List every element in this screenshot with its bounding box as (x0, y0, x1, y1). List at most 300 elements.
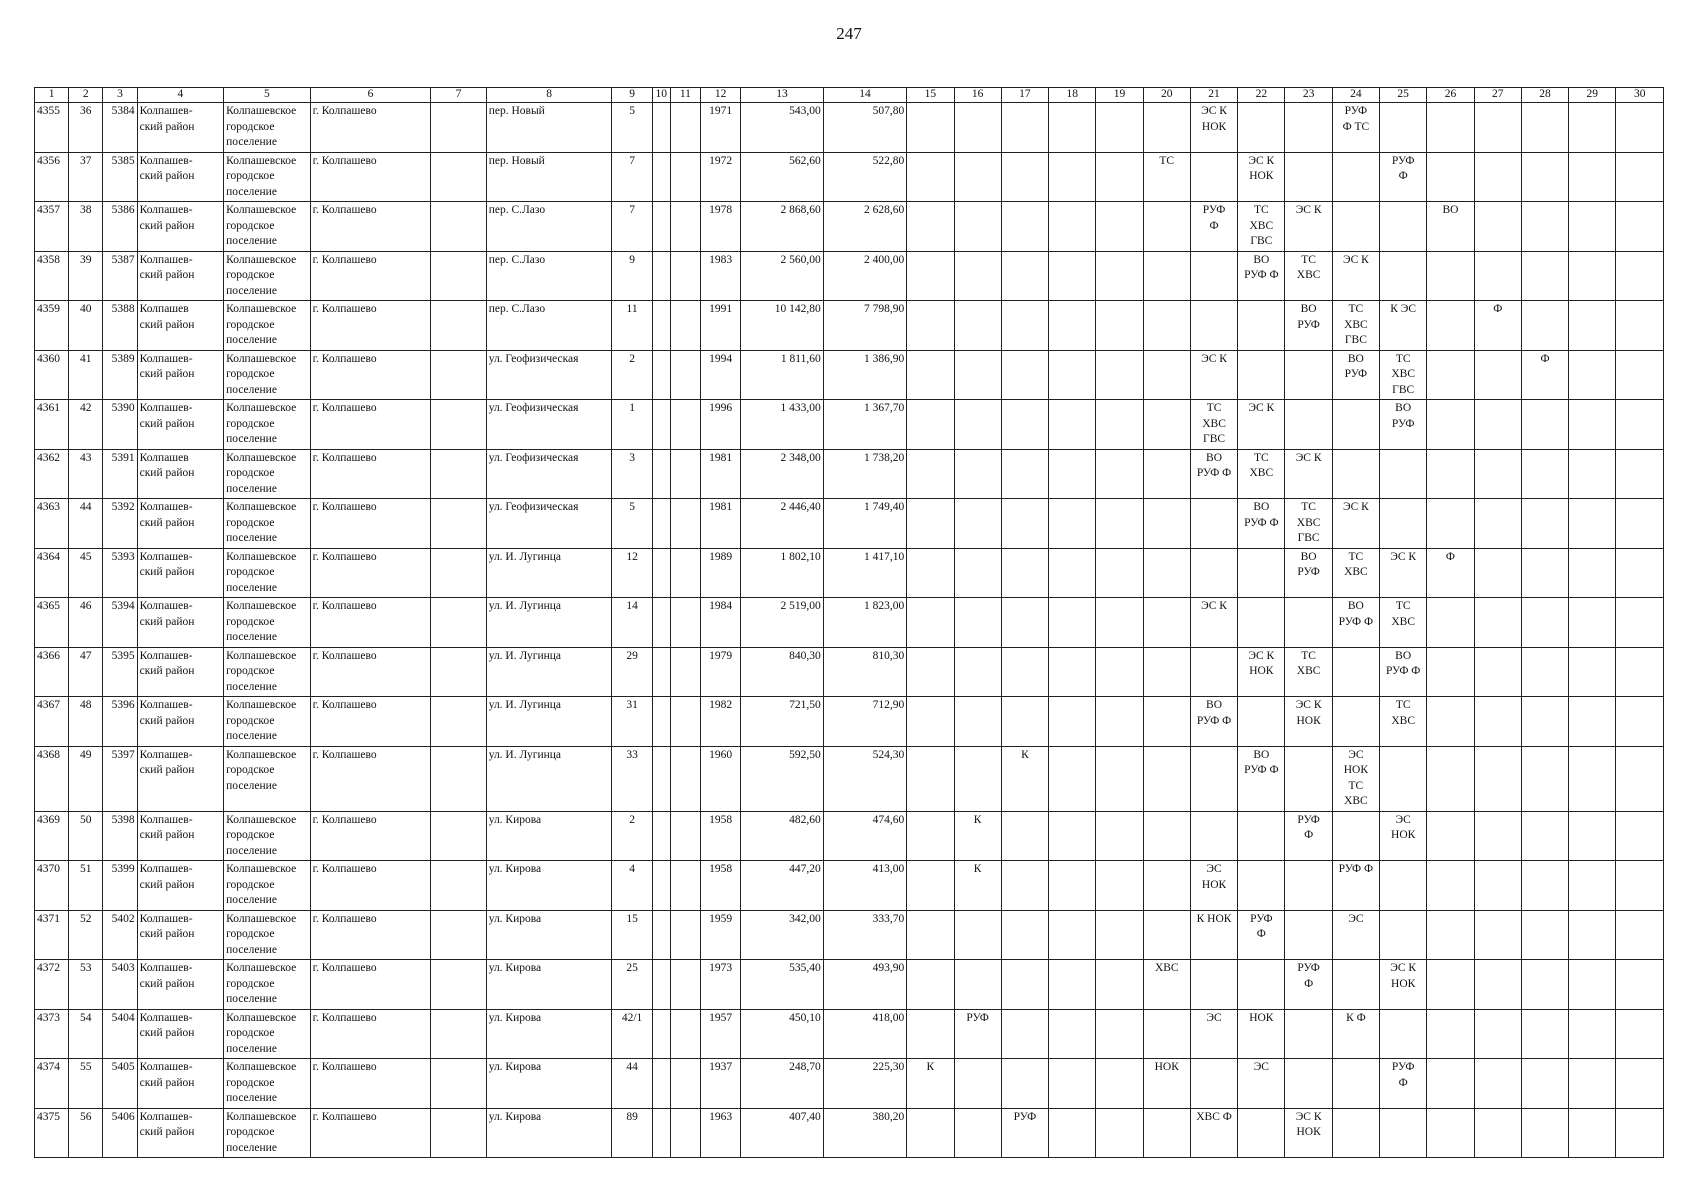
cell-col7 (431, 746, 486, 811)
cell-col15 (907, 301, 954, 351)
cell-city: г. Колпашево (310, 449, 431, 499)
cell-code: 5394 (103, 598, 137, 648)
cell-col30 (1616, 811, 1664, 861)
cell-col23 (1285, 1009, 1332, 1059)
cell-col10 (652, 103, 670, 153)
cell-col25: ЭС НОК (1380, 811, 1427, 861)
cell-col27 (1474, 202, 1521, 252)
cell-area-total: 482,60 (741, 811, 824, 861)
cell-area-total: 721,50 (741, 697, 824, 747)
cell-col24: РУФ Ф ТС (1332, 103, 1379, 153)
column-header: 20 (1143, 88, 1190, 103)
cell-local-no: 54 (69, 1009, 103, 1059)
cell-col18 (1049, 548, 1096, 598)
cell-col17 (1001, 202, 1048, 252)
cell-house-no: 9 (612, 251, 652, 301)
cell-street: ул. Кирова (486, 1009, 612, 1059)
cell-area-living: 1 386,90 (823, 350, 907, 400)
cell-col28 (1521, 400, 1568, 450)
cell-area-living: 1 738,20 (823, 449, 907, 499)
cell-col21 (1190, 548, 1237, 598)
cell-col23: ЭС К (1285, 202, 1332, 252)
cell-col15 (907, 960, 954, 1010)
cell-col27 (1474, 960, 1521, 1010)
cell-area-total: 2 868,60 (741, 202, 824, 252)
table-row (35, 350, 1664, 400)
cell-col19 (1096, 697, 1143, 747)
cell-local-no: 53 (69, 960, 103, 1010)
cell-col28 (1521, 861, 1568, 911)
column-header: 24 (1332, 88, 1379, 103)
cell-col29 (1569, 861, 1616, 911)
cell-col15 (907, 499, 954, 549)
cell-col30 (1616, 1009, 1664, 1059)
cell-col16 (954, 449, 1001, 499)
cell-col29 (1569, 746, 1616, 811)
cell-local-no: 37 (69, 152, 103, 202)
cell-col19 (1096, 103, 1143, 153)
cell-col16 (954, 960, 1001, 1010)
cell-col30 (1616, 1108, 1664, 1158)
cell-col18 (1049, 910, 1096, 960)
cell-col7 (431, 1059, 486, 1109)
cell-col10 (652, 301, 670, 351)
cell-col27 (1474, 598, 1521, 648)
cell-col19 (1096, 811, 1143, 861)
cell-col11 (670, 251, 700, 301)
cell-col7 (431, 449, 486, 499)
cell-col18 (1049, 202, 1096, 252)
cell-col10 (652, 1108, 670, 1158)
cell-col20: ТС (1143, 152, 1190, 202)
cell-year: 1982 (700, 697, 740, 747)
cell-year: 1958 (700, 861, 740, 911)
cell-col16: К (954, 861, 1001, 911)
cell-col15 (907, 1108, 954, 1158)
cell-col25: ЭС К НОК (1380, 960, 1427, 1010)
cell-col24 (1332, 1059, 1379, 1109)
cell-local-no: 49 (69, 746, 103, 811)
cell-code: 5384 (103, 103, 137, 153)
cell-col29 (1569, 400, 1616, 450)
cell-code: 5386 (103, 202, 137, 252)
cell-col28 (1521, 301, 1568, 351)
cell-col28 (1521, 449, 1568, 499)
cell-col26 (1427, 301, 1474, 351)
cell-col26 (1427, 1108, 1474, 1158)
table-row (35, 400, 1664, 450)
cell-area-total: 248,70 (741, 1059, 824, 1109)
table-row (35, 449, 1664, 499)
cell-col29 (1569, 103, 1616, 153)
cell-col29 (1569, 1059, 1616, 1109)
cell-settlement: Колпашевское городское поселение (224, 910, 311, 960)
cell-local-no: 39 (69, 251, 103, 301)
cell-col22: ТС ХВС (1238, 449, 1285, 499)
cell-col24 (1332, 202, 1379, 252)
cell-col19 (1096, 350, 1143, 400)
cell-district: Колпашев- ский район (137, 746, 224, 811)
cell-col11 (670, 1009, 700, 1059)
cell-col21 (1190, 499, 1237, 549)
cell-local-no: 40 (69, 301, 103, 351)
cell-col24 (1332, 400, 1379, 450)
cell-code: 5388 (103, 301, 137, 351)
cell-settlement: Колпашевское городское поселение (224, 1108, 311, 1158)
cell-col19 (1096, 499, 1143, 549)
cell-col19 (1096, 449, 1143, 499)
column-header: 5 (224, 88, 311, 103)
cell-col23 (1285, 350, 1332, 400)
cell-local-no: 47 (69, 647, 103, 697)
cell-year: 1989 (700, 548, 740, 598)
cell-col7 (431, 103, 486, 153)
cell-area-total: 562,60 (741, 152, 824, 202)
column-header: 22 (1238, 88, 1285, 103)
cell-house-no: 25 (612, 960, 652, 1010)
cell-year: 1979 (700, 647, 740, 697)
cell-col21 (1190, 960, 1237, 1010)
cell-local-no: 56 (69, 1108, 103, 1158)
cell-col19 (1096, 251, 1143, 301)
cell-col27 (1474, 910, 1521, 960)
cell-col27 (1474, 697, 1521, 747)
cell-col11 (670, 449, 700, 499)
cell-code: 5387 (103, 251, 137, 301)
cell-city: г. Колпашево (310, 960, 431, 1010)
cell-col27 (1474, 1059, 1521, 1109)
cell-col24 (1332, 647, 1379, 697)
table-row (35, 861, 1664, 911)
cell-col25 (1380, 746, 1427, 811)
cell-col11 (670, 301, 700, 351)
cell-street: пер. Новый (486, 103, 612, 153)
cell-col19 (1096, 746, 1143, 811)
cell-col23: ТС ХВС (1285, 647, 1332, 697)
cell-area-living: 333,70 (823, 910, 907, 960)
cell-col23: РУФ Ф (1285, 811, 1332, 861)
cell-area-living: 474,60 (823, 811, 907, 861)
cell-col16 (954, 746, 1001, 811)
cell-area-total: 2 519,00 (741, 598, 824, 648)
cell-city: г. Колпашево (310, 202, 431, 252)
cell-col21: ЭС НОК (1190, 861, 1237, 911)
cell-col7 (431, 350, 486, 400)
cell-col24 (1332, 1108, 1379, 1158)
cell-col22 (1238, 350, 1285, 400)
cell-area-living: 2 400,00 (823, 251, 907, 301)
cell-col17 (1001, 1009, 1048, 1059)
cell-col20 (1143, 1108, 1190, 1158)
cell-col10 (652, 152, 670, 202)
cell-reg-no: 4370 (35, 861, 69, 911)
cell-col30 (1616, 301, 1664, 351)
cell-col29 (1569, 301, 1616, 351)
cell-city: г. Колпашево (310, 301, 431, 351)
cell-reg-no: 4362 (35, 449, 69, 499)
cell-local-no: 41 (69, 350, 103, 400)
cell-col27 (1474, 548, 1521, 598)
cell-area-total: 447,20 (741, 861, 824, 911)
table-row (35, 647, 1664, 697)
cell-code: 5406 (103, 1108, 137, 1158)
cell-col30 (1616, 598, 1664, 648)
cell-col11 (670, 152, 700, 202)
cell-col27 (1474, 449, 1521, 499)
cell-col15 (907, 202, 954, 252)
cell-col17 (1001, 301, 1048, 351)
cell-col28 (1521, 1009, 1568, 1059)
cell-house-no: 2 (612, 350, 652, 400)
cell-district: Колпашев- ский район (137, 548, 224, 598)
cell-col10 (652, 449, 670, 499)
cell-col22 (1238, 861, 1285, 911)
cell-col25: ЭС К (1380, 548, 1427, 598)
cell-district: Колпашев- ский район (137, 1108, 224, 1158)
cell-settlement: Колпашевское городское поселение (224, 960, 311, 1010)
cell-year: 1984 (700, 598, 740, 648)
cell-col26: ВО (1427, 202, 1474, 252)
cell-reg-no: 4356 (35, 152, 69, 202)
cell-area-living: 493,90 (823, 960, 907, 1010)
cell-settlement: Колпашевское городское поселение (224, 811, 311, 861)
cell-col24: К Ф (1332, 1009, 1379, 1059)
cell-col16 (954, 350, 1001, 400)
cell-col18 (1049, 647, 1096, 697)
cell-area-total: 1 811,60 (741, 350, 824, 400)
cell-street: ул. Геофизическая (486, 400, 612, 450)
cell-col19 (1096, 1059, 1143, 1109)
cell-settlement: Колпашевское городское поселение (224, 499, 311, 549)
cell-col25: РУФ Ф (1380, 152, 1427, 202)
cell-code: 5404 (103, 1009, 137, 1059)
cell-col20 (1143, 746, 1190, 811)
column-header: 15 (907, 88, 954, 103)
cell-col30 (1616, 647, 1664, 697)
cell-local-no: 52 (69, 910, 103, 960)
cell-col26 (1427, 400, 1474, 450)
cell-area-living: 380,20 (823, 1108, 907, 1158)
cell-year: 1978 (700, 202, 740, 252)
cell-area-total: 2 446,40 (741, 499, 824, 549)
cell-col23: ТС ХВС ГВС (1285, 499, 1332, 549)
cell-col18 (1049, 697, 1096, 747)
cell-col21 (1190, 647, 1237, 697)
cell-house-no: 7 (612, 152, 652, 202)
cell-col25 (1380, 202, 1427, 252)
cell-col21: ТС ХВС ГВС (1190, 400, 1237, 450)
cell-settlement: Колпашевское городское поселение (224, 598, 311, 648)
cell-col27 (1474, 1108, 1521, 1158)
table-row (35, 103, 1664, 153)
cell-col30 (1616, 400, 1664, 450)
cell-col15 (907, 910, 954, 960)
cell-local-no: 46 (69, 598, 103, 648)
cell-col24 (1332, 152, 1379, 202)
cell-col28 (1521, 647, 1568, 697)
cell-col11 (670, 1059, 700, 1109)
cell-col24 (1332, 960, 1379, 1010)
cell-reg-no: 4361 (35, 400, 69, 450)
cell-col15 (907, 697, 954, 747)
cell-col22: РУФ Ф (1238, 910, 1285, 960)
cell-local-no: 48 (69, 697, 103, 747)
cell-col29 (1569, 499, 1616, 549)
cell-col16 (954, 910, 1001, 960)
cell-year: 1994 (700, 350, 740, 400)
cell-col7 (431, 1009, 486, 1059)
cell-local-no: 45 (69, 548, 103, 598)
cell-settlement: Колпашевское городское поселение (224, 647, 311, 697)
cell-col29 (1569, 350, 1616, 400)
cell-col7 (431, 1108, 486, 1158)
cell-col23: ВО РУФ (1285, 548, 1332, 598)
cell-reg-no: 4359 (35, 301, 69, 351)
cell-col26 (1427, 697, 1474, 747)
cell-reg-no: 4372 (35, 960, 69, 1010)
cell-street: ул. Геофизическая (486, 499, 612, 549)
cell-col19 (1096, 301, 1143, 351)
cell-col16 (954, 647, 1001, 697)
cell-col10 (652, 1059, 670, 1109)
cell-col28 (1521, 697, 1568, 747)
cell-col17 (1001, 647, 1048, 697)
cell-col22 (1238, 960, 1285, 1010)
cell-col18 (1049, 350, 1096, 400)
table-row (35, 811, 1664, 861)
cell-house-no: 11 (612, 301, 652, 351)
cell-col29 (1569, 811, 1616, 861)
cell-col29 (1569, 449, 1616, 499)
cell-col21 (1190, 811, 1237, 861)
cell-district: Колпашев- ский район (137, 910, 224, 960)
cell-area-total: 407,40 (741, 1108, 824, 1158)
cell-col20 (1143, 202, 1190, 252)
cell-col27 (1474, 152, 1521, 202)
cell-col22 (1238, 1108, 1285, 1158)
cell-col20 (1143, 861, 1190, 911)
cell-col18 (1049, 301, 1096, 351)
cell-col15 (907, 548, 954, 598)
cell-col30 (1616, 152, 1664, 202)
cell-district: Колпашев- ский район (137, 1009, 224, 1059)
cell-area-living: 225,30 (823, 1059, 907, 1109)
cell-reg-no: 4375 (35, 1108, 69, 1158)
cell-col17 (1001, 910, 1048, 960)
column-header: 26 (1427, 88, 1474, 103)
cell-col28 (1521, 251, 1568, 301)
register-table (34, 87, 1664, 1158)
cell-year: 1981 (700, 449, 740, 499)
cell-year: 1963 (700, 1108, 740, 1158)
cell-col23: ТС ХВС (1285, 251, 1332, 301)
cell-col15 (907, 811, 954, 861)
cell-settlement: Колпашевское городское поселение (224, 301, 311, 351)
table-row (35, 598, 1664, 648)
cell-area-living: 7 798,90 (823, 301, 907, 351)
cell-col11 (670, 499, 700, 549)
cell-col23: ВО РУФ (1285, 301, 1332, 351)
cell-city: г. Колпашево (310, 499, 431, 549)
cell-area-living: 507,80 (823, 103, 907, 153)
column-header: 8 (486, 88, 612, 103)
cell-col29 (1569, 697, 1616, 747)
cell-col28 (1521, 910, 1568, 960)
column-header: 3 (103, 88, 137, 103)
cell-city: г. Колпашево (310, 697, 431, 747)
column-header: 25 (1380, 88, 1427, 103)
cell-reg-no: 4364 (35, 548, 69, 598)
cell-col24: РУФ Ф (1332, 861, 1379, 911)
cell-col15: К (907, 1059, 954, 1109)
table-row (35, 499, 1664, 549)
cell-col11 (670, 811, 700, 861)
cell-house-no: 29 (612, 647, 652, 697)
cell-col28 (1521, 1059, 1568, 1109)
cell-col22: ЭС (1238, 1059, 1285, 1109)
cell-district: Колпашев- ский район (137, 350, 224, 400)
cell-col26 (1427, 746, 1474, 811)
cell-district: Колпашев- ский район (137, 1059, 224, 1109)
cell-local-no: 51 (69, 861, 103, 911)
cell-col20 (1143, 449, 1190, 499)
cell-col18 (1049, 1108, 1096, 1158)
cell-district: Колпашев ский район (137, 449, 224, 499)
cell-col23 (1285, 152, 1332, 202)
cell-col24 (1332, 811, 1379, 861)
cell-col10 (652, 598, 670, 648)
cell-street: ул. Кирова (486, 861, 612, 911)
cell-col30 (1616, 251, 1664, 301)
cell-col10 (652, 1009, 670, 1059)
cell-col24: ВО РУФ Ф (1332, 598, 1379, 648)
cell-col25 (1380, 1108, 1427, 1158)
cell-district: Колпашев- ский район (137, 251, 224, 301)
cell-col10 (652, 548, 670, 598)
cell-col20 (1143, 811, 1190, 861)
cell-house-no: 14 (612, 598, 652, 648)
cell-reg-no: 4366 (35, 647, 69, 697)
cell-col27 (1474, 103, 1521, 153)
cell-col27 (1474, 251, 1521, 301)
cell-col17 (1001, 152, 1048, 202)
cell-col10 (652, 350, 670, 400)
cell-city: г. Колпашево (310, 103, 431, 153)
cell-col30 (1616, 499, 1664, 549)
cell-col30 (1616, 103, 1664, 153)
cell-col17 (1001, 350, 1048, 400)
cell-area-living: 413,00 (823, 861, 907, 911)
cell-col30 (1616, 910, 1664, 960)
cell-col18 (1049, 499, 1096, 549)
cell-settlement: Колпашевское городское поселение (224, 103, 311, 153)
cell-col11 (670, 350, 700, 400)
table-row (35, 1059, 1664, 1109)
cell-col21: ВО РУФ Ф (1190, 449, 1237, 499)
column-header: 2 (69, 88, 103, 103)
cell-district: Колпашев- ский район (137, 499, 224, 549)
column-header: 12 (700, 88, 740, 103)
cell-col24 (1332, 449, 1379, 499)
cell-code: 5390 (103, 400, 137, 450)
cell-col17 (1001, 499, 1048, 549)
cell-col21: К НОК (1190, 910, 1237, 960)
cell-year: 1981 (700, 499, 740, 549)
cell-col22: ВО РУФ Ф (1238, 251, 1285, 301)
cell-col17 (1001, 598, 1048, 648)
cell-code: 5405 (103, 1059, 137, 1109)
cell-col29 (1569, 548, 1616, 598)
